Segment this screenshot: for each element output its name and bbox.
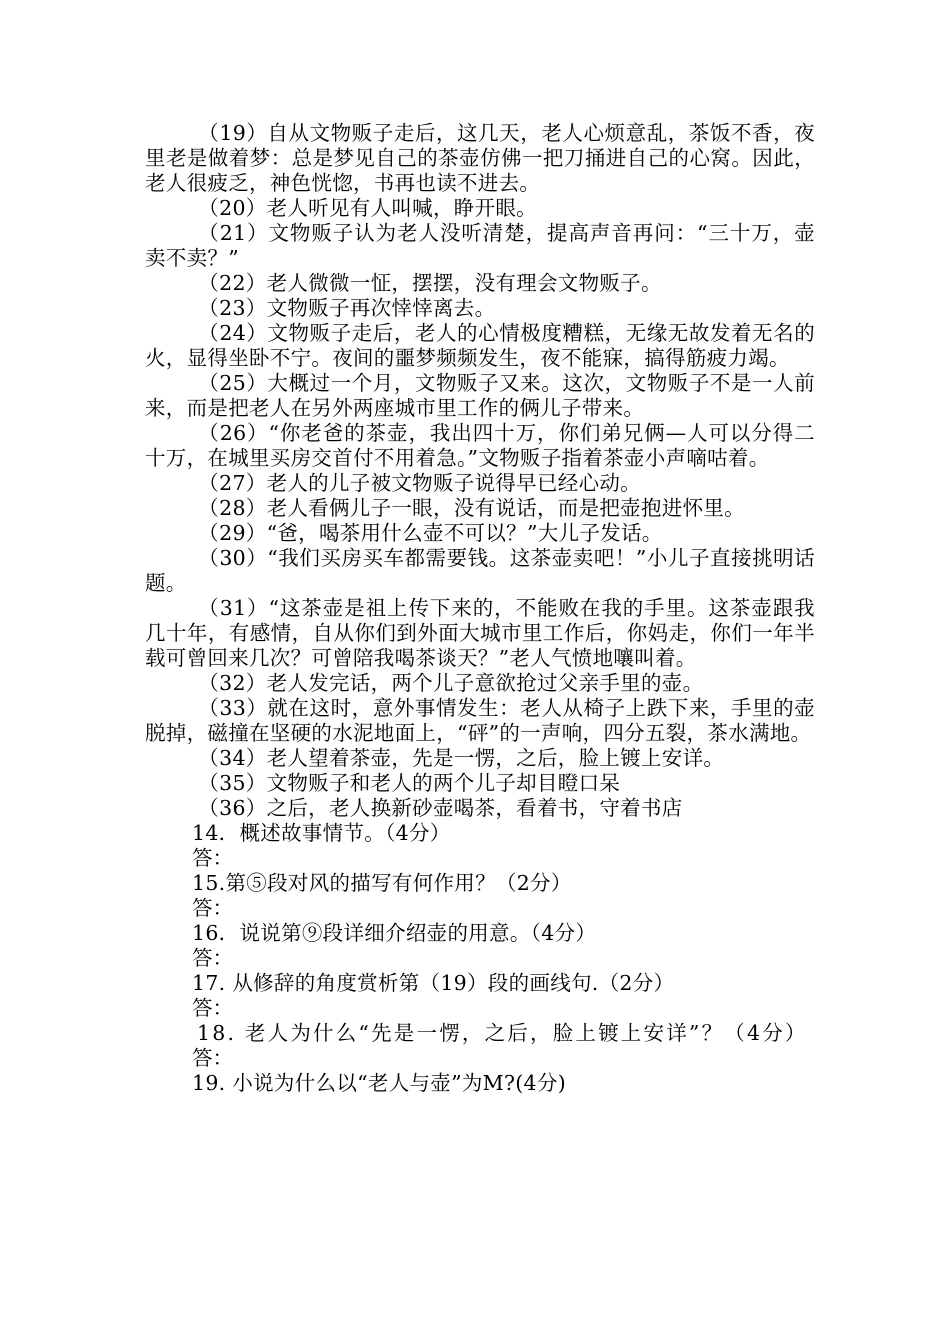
- answer-15: 答：: [192, 896, 233, 920]
- question-17: 17. 从修辞的角度赏析第（19）段的画线句.（2分）: [192, 971, 675, 995]
- paragraph-28: （28）老人看俩儿子一眼，没有说话，而是把壶抱进怀里。: [198, 496, 745, 520]
- paragraph-20: （20）老人听见有人叫喊，睁开眼。: [198, 196, 537, 220]
- question-14: 14．概述故事情节。（4分）: [192, 821, 451, 845]
- paragraph-29: （29）“爸，喝茶用什么壶不可以？”大儿子发话。: [198, 521, 663, 545]
- paragraph-30: （30）“我们买房买车都需要钱。这茶壶卖吧！”小儿子直接挑明话题。: [145, 546, 815, 595]
- paragraph-22: （22）老人微微一怔，摆摆，没有理会文物贩子。: [198, 271, 662, 295]
- paragraph-36: （36）之后，老人换新砂壶喝茶，看着书，守着书店: [198, 796, 683, 820]
- question-16: 16．说说第⑨段详细介绍壶的用意。（4分）: [192, 921, 597, 945]
- paragraph-33: （33）就在这时，意外事情发生：老人从椅子上跌下来，手里的壶脱掉，磁撞在坚硬的水泥地面上，“砰”的一声响，四分五裂，茶水满地。: [145, 696, 815, 745]
- paragraph-26: （26）“你老爸的茶壶，我出四十万，你们弟兄俩—人可以分得二十万，在城里买房交首付不用着急。”文物贩子指着茶壶小声嘀咕着。: [145, 421, 815, 470]
- answer-17: 答：: [192, 996, 233, 1020]
- document-body: [145, 121, 815, 1096]
- paragraph-19: （19）自从文物贩子走后，这几天，老人心烦意乱，茶饭不香，夜里老是做着梦：总是梦见自己的茶壶仿佛一把刀捅进自己的心窝。因此，老人很疲乏，神色恍惚，书再也读不进去。: [145, 121, 815, 195]
- paragraph-31: （31）“这茶壶是祖上传下来的，不能败在我的手里。这茶壶跟我几十年，有感情，自从你们到外面大城市里工作后，你妈走，你们一年半载可曾回来几次？可曾陪我喝茶谈天？”老人气愤地嚷叫着。: [145, 596, 815, 670]
- question-18: 18. 老人为什么“先是一愣，之后，脸上镀上安详”？（4分）: [197, 1021, 808, 1045]
- paragraph-34: （34）老人望着茶壶，先是一愣，之后，脸上镀上安详。: [198, 746, 725, 770]
- paragraph-35: （35）文物贩子和老人的两个儿子却目瞪口呆: [198, 771, 621, 795]
- paragraph-32: （32）老人发完话，两个儿子意欲抢过父亲手里的壶。: [198, 671, 704, 695]
- question-15: 15.第⑤段对风的描写有何作用？（2分）: [192, 871, 572, 895]
- paragraph-24: （24）文物贩子走后，老人的心情极度糟糕，无缘无故发着无名的火，显得坐卧不宁。夜间的噩梦频频发生，夜不能寐，搞得筋疲力竭。: [145, 321, 815, 370]
- answer-14: 答：: [192, 846, 233, 870]
- question-19: 19. 小说为什么以“老人与壶”为M?(4分): [192, 1071, 566, 1095]
- answer-16: 答：: [192, 946, 233, 970]
- paragraph-25: （25）大概过一个月，文物贩子又来。这次，文物贩子不是一人前来，而是把老人在另外两座城市里工作的俩儿子带来。: [145, 371, 815, 420]
- paragraph-27: （27）老人的儿子被文物贩子说得早已经心动。: [198, 471, 641, 495]
- paragraph-21: （21）文物贩子认为老人没听清楚，提高声音再问：“三十万，壶卖不卖？”: [145, 221, 815, 270]
- paragraph-23: （23）文物贩子再次悻悻离去。: [198, 296, 496, 320]
- answer-18: 答：: [192, 1046, 233, 1070]
